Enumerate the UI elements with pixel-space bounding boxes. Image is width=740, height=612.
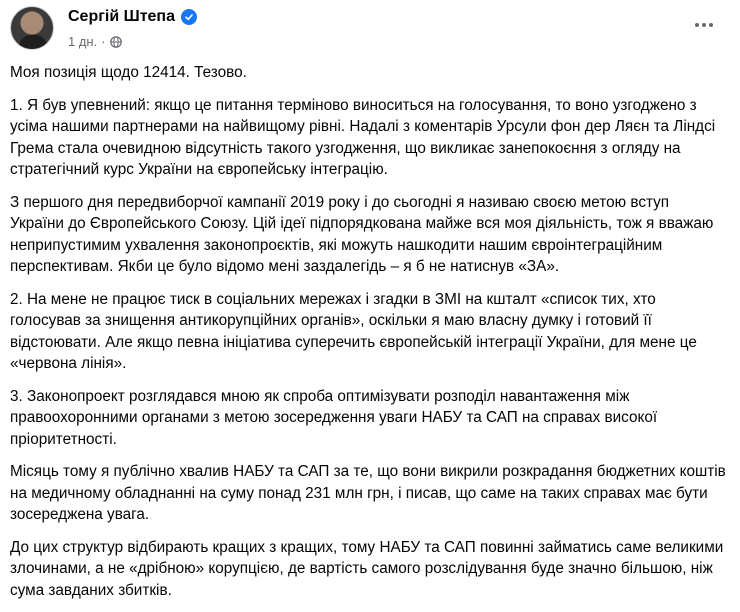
globe-icon <box>110 36 122 48</box>
meta-separator: · <box>101 34 106 49</box>
more-dots-icon <box>694 15 714 33</box>
post-paragraph: Місяць тому я публічно хвалив НАБУ та САП за те, що вони викрили розкрадання бюджетних коштів на медичному обладнанні на суму понад 231 млн грн, і писав, що саме на таких справах має бути зосереджена увага. <box>10 463 726 523</box>
post-paragraph: 2. На мене не працює тиск в соціальних мережах і згадки в ЗМІ на кшталт «список тих, хто голосував за знищення антикорупційних органів», оскільки я маю власну думку і готовий її відстоювати. Але якщо певна ініціатива суперечить європейській інтеграції України, для мене це «червона лінія». <box>10 290 697 372</box>
post-paragraph: 1. Я був упевнений: якщо це питання терміново виноситься на голосування, то воно узгоджено з усіма нашими партнерами на найвищому рівні. Надалі з коментарів Урсули фон дер Ляєн та Ліндсі Грема стала очевидною відсутність такого узгодження, що викликає занепокоєння з огляду на стратегічний курс України на європейську інтеграцію. <box>10 96 716 178</box>
verified-badge-icon <box>181 9 197 25</box>
post-header <box>10 6 730 52</box>
post-paragraph: Моя позиція щодо 12414. Тезово. <box>10 64 247 81</box>
post-body <box>10 62 726 612</box>
post-paragraph: З першого дня передвиборчої кампанії 2019 року і до сьогодні я називаю своєю метою вступ України до Європейського Союзу. Цій ідеї підпорядкована майже вся моя діяльність, тож я вважаю неприпустимим ухвалення законопроєктів, які можуть нашкодити нашим євроінтеграційним перспективам. Якби це було відомо мені заздалегідь – я б не натиснув «ЗА». <box>10 193 714 275</box>
author-name[interactable]: Сергій Штепа <box>68 8 175 25</box>
author-avatar[interactable] <box>10 6 54 50</box>
author-row <box>68 8 197 26</box>
more-options-button[interactable] <box>688 8 720 40</box>
post-timestamp[interactable]: 1 дн. <box>68 34 98 49</box>
post-paragraph: 3. Законопроект розглядався мною як спроба оптимізувати розподіл навантаження між правоохоронними органами з метою зосередження уваги НАБУ та САП на справах високої пріоритетності. <box>10 387 658 448</box>
post-paragraph: До цих структур відбирають кращих з кращих, тому НАБУ та САП повинні займатись саме великими злочинами, а не «дрібною» корупцією, де вартість самого розслідування буде значно більшою, ніж сума завданих збитків. <box>10 538 724 599</box>
post-meta <box>68 34 122 49</box>
